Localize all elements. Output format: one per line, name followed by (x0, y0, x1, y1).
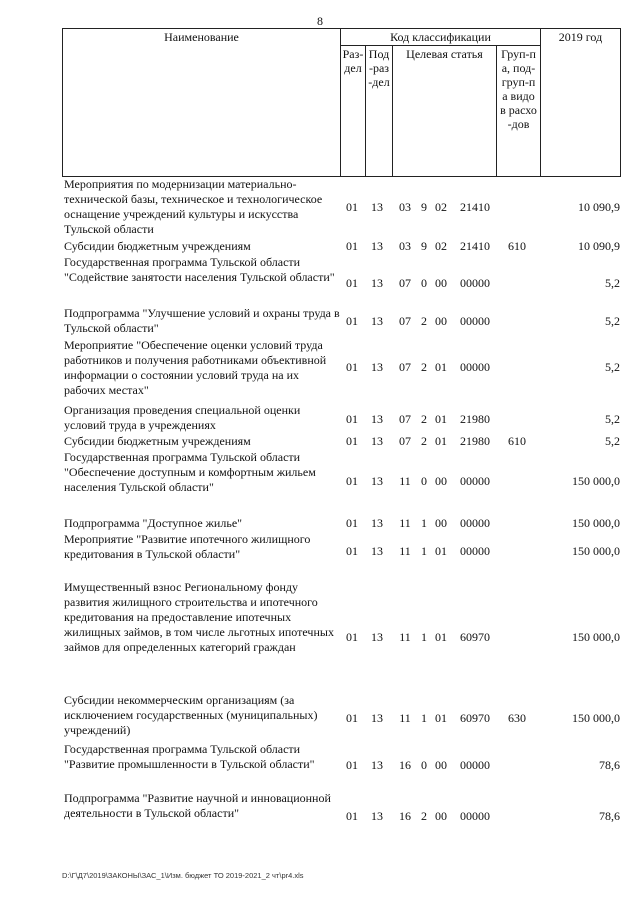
row-target-4: 00000 (460, 276, 490, 290)
row-podrazdel: 13 (371, 516, 383, 530)
row-razdel: 01 (346, 630, 358, 644)
row-target-4: 00000 (460, 516, 490, 530)
table-row (62, 532, 622, 564)
table-row (62, 580, 622, 676)
row-target-1: 07 (399, 434, 411, 448)
row-target-4: 60970 (460, 711, 490, 725)
row-target-2: 2 (421, 434, 427, 448)
row-name: Имущественный взнос Региональному фонду развития жилищного строительства и ипотечного кредитования на предоставление ипотечных жилищных займов, в том числе льготных ипотечных займов для определенных категорий граждан (64, 580, 334, 654)
row-target-2: 2 (421, 314, 427, 328)
row-target-2: 2 (421, 412, 427, 426)
row-target-1: 11 (399, 630, 411, 644)
table-row (62, 239, 622, 255)
row-target-2: 0 (421, 758, 427, 772)
row-target-4: 00000 (460, 544, 490, 558)
row-target-1: 07 (399, 412, 411, 426)
row-target-1: 03 (399, 200, 411, 214)
row-name: Государственная программа Тульской области "Содействие занятости населения Тульской области" (64, 255, 335, 284)
row-razdel: 01 (346, 758, 358, 772)
row-name: Субсидии некоммерческим организациям (за исключением государственных (муниципальных) учреждений) (64, 693, 318, 737)
table-row (62, 742, 622, 774)
header-year: 2019 год (541, 29, 621, 177)
row-target-4: 00000 (460, 474, 490, 488)
row-name: Организация проведения специальной оценки условий труда в учреждениях (64, 403, 301, 432)
row-sum: 150 000,0 (572, 474, 620, 488)
row-name: Субсидии бюджетным учреждениям (64, 434, 251, 448)
row-sum: 78,6 (599, 809, 620, 823)
row-group: 630 (508, 711, 526, 725)
row-target-2: 1 (421, 544, 427, 558)
table-row (62, 693, 622, 741)
row-name: Мероприятие "Обеспечение оценки условий труда работников и получения работниками объективной информации о состоянии условий труда на их рабочих местах" (64, 338, 327, 397)
row-target-4: 00000 (460, 360, 490, 374)
row-sum: 5,2 (605, 434, 620, 448)
row-target-1: 11 (399, 544, 411, 558)
row-sum: 78,6 (599, 758, 620, 772)
row-sum: 150 000,0 (572, 516, 620, 530)
table-row (62, 306, 622, 338)
row-target-3: 01 (435, 360, 447, 374)
row-razdel: 01 (346, 711, 358, 725)
row-target-3: 00 (435, 276, 447, 290)
row-razdel: 01 (346, 412, 358, 426)
row-target-1: 11 (399, 516, 411, 530)
row-target-3: 00 (435, 314, 447, 328)
row-razdel: 01 (346, 200, 358, 214)
table-header (62, 28, 621, 177)
row-target-1: 07 (399, 276, 411, 290)
row-sum: 5,2 (605, 412, 620, 426)
row-podrazdel: 13 (371, 544, 383, 558)
row-razdel: 01 (346, 809, 358, 823)
row-target-2: 9 (421, 200, 427, 214)
row-target-3: 01 (435, 434, 447, 448)
row-name: Мероприятие "Развитие ипотечного жилищного кредитования в Тульской области" (64, 532, 311, 561)
row-sum: 150 000,0 (572, 544, 620, 558)
row-target-4: 21410 (460, 239, 490, 253)
row-target-2: 1 (421, 516, 427, 530)
row-name: Подпрограмма "Доступное жилье" (64, 516, 243, 530)
row-target-1: 11 (399, 474, 411, 488)
row-target-3: 00 (435, 516, 447, 530)
row-target-4: 21410 (460, 200, 490, 214)
header-name: Наименование (63, 29, 341, 177)
table-row (62, 791, 622, 839)
row-razdel: 01 (346, 276, 358, 290)
row-target-3: 02 (435, 239, 447, 253)
table-row (62, 177, 622, 237)
row-podrazdel: 13 (371, 434, 383, 448)
row-podrazdel: 13 (371, 630, 383, 644)
row-target-3: 02 (435, 200, 447, 214)
row-sum: 10 090,9 (578, 200, 620, 214)
row-target-1: 03 (399, 239, 411, 253)
row-podrazdel: 13 (371, 809, 383, 823)
row-target-3: 00 (435, 809, 447, 823)
row-target-3: 01 (435, 544, 447, 558)
row-target-2: 1 (421, 630, 427, 644)
row-target-2: 2 (421, 360, 427, 374)
row-name: Мероприятия по модернизации материально-технической базы, техническое и технологическое оснащение учреждений культуры и искусства Тульской области (64, 177, 323, 236)
row-sum: 150 000,0 (572, 630, 620, 644)
row-podrazdel: 13 (371, 200, 383, 214)
row-podrazdel: 13 (371, 758, 383, 772)
row-podrazdel: 13 (371, 412, 383, 426)
row-razdel: 01 (346, 434, 358, 448)
row-podrazdel: 13 (371, 474, 383, 488)
row-name: Государственная программа Тульской области "Обеспечение доступным и комфортным жильем населения Тульской области" (64, 450, 316, 494)
page-number: 8 (317, 14, 323, 28)
row-name: Субсидии бюджетным учреждениям (64, 239, 251, 253)
row-target-2: 2 (421, 809, 427, 823)
row-target-2: 9 (421, 239, 427, 253)
row-podrazdel: 13 (371, 239, 383, 253)
row-group: 610 (508, 239, 526, 253)
table-row (62, 450, 622, 498)
row-target-3: 00 (435, 758, 447, 772)
row-sum: 5,2 (605, 314, 620, 328)
row-podrazdel: 13 (371, 711, 383, 725)
row-target-4: 21980 (460, 412, 490, 426)
row-podrazdel: 13 (371, 276, 383, 290)
row-sum: 150 000,0 (572, 711, 620, 725)
table-row (62, 403, 622, 435)
row-target-1: 16 (399, 809, 411, 823)
row-name: Подпрограмма "Улучшение условий и охраны труда в Тульской области" (64, 306, 340, 335)
row-podrazdel: 13 (371, 360, 383, 374)
row-target-1: 16 (399, 758, 411, 772)
row-group: 610 (508, 434, 526, 448)
row-name: Подпрограмма "Развитие научной и инновационной деятельности в Тульской области" (64, 791, 331, 820)
table-row (62, 434, 622, 450)
row-sum: 5,2 (605, 276, 620, 290)
header-code: Код классификации (341, 29, 541, 46)
header-group: Груп-па, под-груп-па видов расхо-дов (497, 46, 541, 177)
row-target-4: 21980 (460, 434, 490, 448)
row-target-1: 07 (399, 360, 411, 374)
row-razdel: 01 (346, 239, 358, 253)
row-podrazdel: 13 (371, 314, 383, 328)
row-name: Государственная программа Тульской области "Развитие промышленности в Тульской области" (64, 742, 315, 771)
row-target-3: 01 (435, 630, 447, 644)
table-row (62, 255, 622, 303)
header-target: Целевая статья (393, 46, 497, 177)
table-row (62, 516, 622, 532)
row-target-1: 11 (399, 711, 411, 725)
row-target-2: 0 (421, 474, 427, 488)
row-target-4: 00000 (460, 758, 490, 772)
row-target-4: 00000 (460, 809, 490, 823)
row-target-1: 07 (399, 314, 411, 328)
row-target-2: 1 (421, 711, 427, 725)
row-sum: 10 090,9 (578, 239, 620, 253)
file-path-footer: D:\Г\Д7\2019\ЗАКОНЫ\ЗАС_1\Изм. бюджет ТО 2019-2021_2 чт\pr4.xls (62, 871, 304, 880)
row-sum: 5,2 (605, 360, 620, 374)
row-razdel: 01 (346, 474, 358, 488)
row-target-4: 60970 (460, 630, 490, 644)
row-razdel: 01 (346, 516, 358, 530)
row-target-3: 01 (435, 412, 447, 426)
row-razdel: 01 (346, 360, 358, 374)
row-target-3: 01 (435, 711, 447, 725)
row-razdel: 01 (346, 544, 358, 558)
row-target-2: 0 (421, 276, 427, 290)
table-row (62, 338, 622, 402)
row-target-4: 00000 (460, 314, 490, 328)
header-podrazdel: Под-раз-дел (366, 46, 393, 177)
header-razdel: Раз-дел (341, 46, 366, 177)
row-razdel: 01 (346, 314, 358, 328)
row-target-3: 00 (435, 474, 447, 488)
